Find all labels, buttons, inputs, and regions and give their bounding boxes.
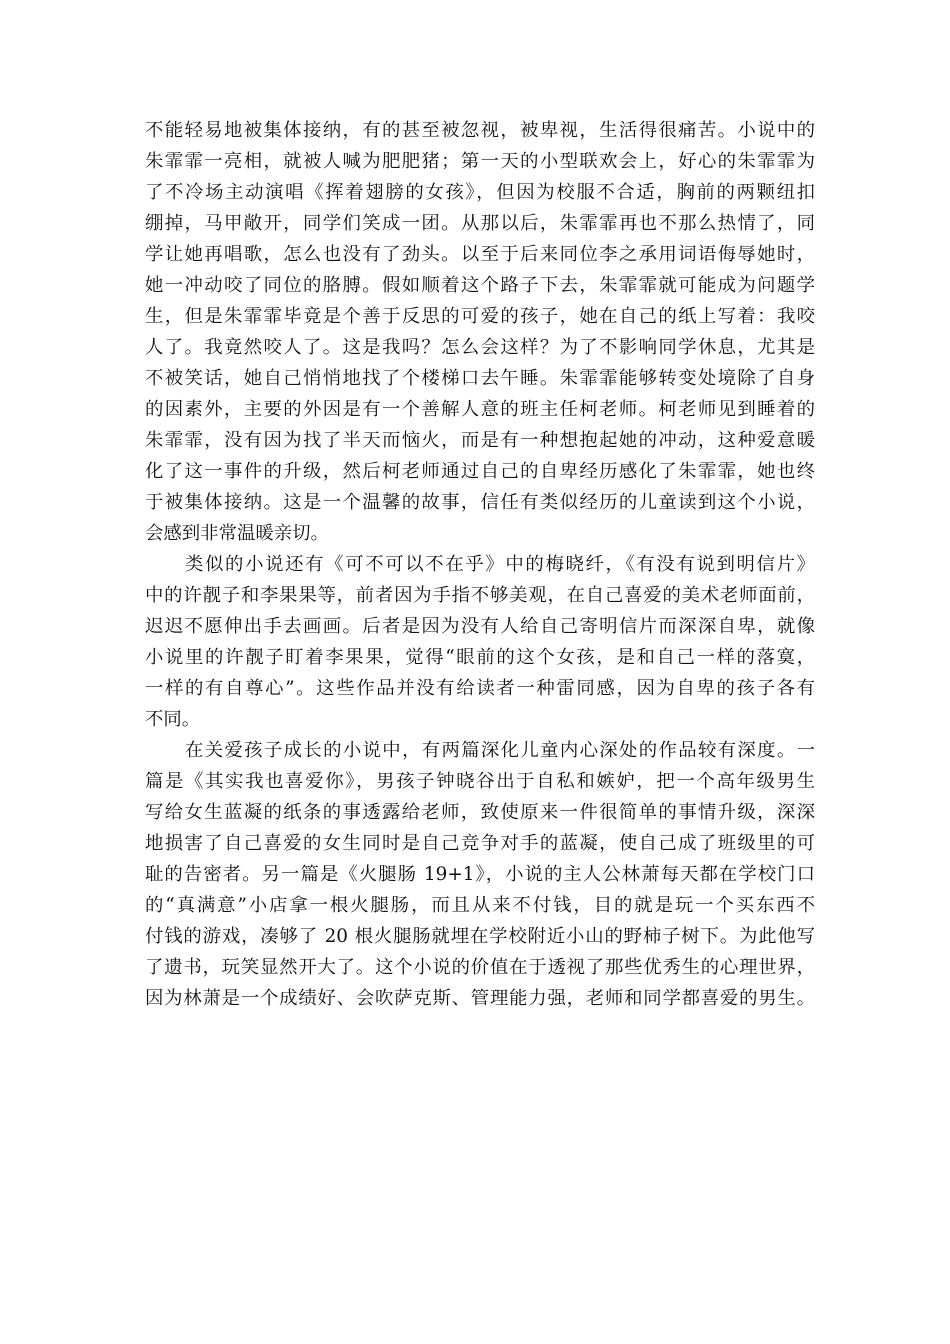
text-line: 了遗书，玩笑显然开大了。这个小说的价值在于透视了那些优秀生的心理世界， [145, 957, 815, 978]
paragraph-1 [145, 115, 815, 549]
text-line: 会感到非常温暖亲切。 [145, 523, 329, 544]
text-line: 迟迟不愿伸出手去画画。后者是因为没有人给自己寄明信片而深深自卑，就像 [145, 616, 815, 637]
text-line: 朱霏霏，没有因为找了半天而恼火，而是有一种想抱起她的冲动，这种爱意暖 [145, 430, 815, 451]
text-line: 耻的告密者。另一篇是《火腿肠 19+1》，小说的主人公林萧每天都在学校门口 [145, 864, 815, 885]
text-line: 的因素外，主要的外因是有一个善解人意的班主任柯老师。柯老师见到睡着的 [145, 399, 815, 420]
text-line: 不能轻易地被集体接纳，有的甚至被忽视，被卑视，生活得很痛苦。小说中的 [145, 120, 815, 141]
text-line: 不同。 [145, 709, 201, 730]
text-line: 她一冲动咬了同位的胳膊。假如顺着这个路子下去，朱霏霏就可能成为问题学 [145, 275, 815, 296]
text-line: 化了这一事件的升级，然后柯老师通过自己的自卑经历感化了朱霏霏，她也终 [145, 461, 815, 482]
paragraph-3 [145, 735, 815, 1014]
text-line: 生，但是朱霏霏毕竟是个善于反思的可爱的孩子，她在自己的纸上写着：我咬 [145, 306, 815, 327]
text-line: 人了。我竟然咬人了。这是我吗？怎么会这样？为了不影响同学休息，尤其是 [145, 337, 815, 358]
text-line: 付钱的游戏，凑够了 20 根火腿肠就埋在学校附近小山的野柿子树下。为此他写 [145, 926, 815, 947]
text-line: 类似的小说还有《可不可以不在乎》中的梅晓纤，《有没有说到明信片》 [185, 554, 815, 575]
text-line: 在关爱孩子成长的小说中，有两篇深化儿童内心深处的作品较有深度。一 [185, 740, 815, 761]
text-line: 了不冷场主动演唱《挥着翅膀的女孩》，但因为校服不合适，胸前的两颗纽扣 [145, 182, 815, 203]
text-line: 地损害了自己喜爱的女生同时是自己竞争对手的蓝凝，使自己成了班级里的可 [145, 833, 815, 854]
text-line: 因为林萧是一个成绩好、会吹萨克斯、管理能力强，老师和同学都喜爱的男生。 [145, 988, 815, 1009]
paragraph-2 [145, 549, 815, 735]
text-line: 中的许靓子和李果果等，前者因为手指不够美观，在自己喜爱的美术老师面前， [145, 585, 815, 606]
document-page [145, 115, 815, 1014]
text-line: 绷掉，马甲敞开，同学们笑成一团。从那以后，朱霏霏再也不那么热情了，同 [145, 213, 815, 234]
text-line: 的“真满意”小店拿一根火腿肠，而且从来不付钱，目的就是玩一个买东西不 [145, 895, 815, 916]
text-line: 朱霏霏一亮相，就被人喊为肥肥猪；第一天的小型联欢会上，好心的朱霏霏为 [145, 151, 815, 172]
text-line: 于被集体接纳。这是一个温馨的故事，信任有类似经历的儿童读到这个小说， [145, 492, 815, 513]
text-line: 小说里的许靓子盯着李果果，觉得“眼前的这个女孩，是和自己一样的落寞， [145, 647, 815, 668]
text-line: 篇是《其实我也喜爱你》，男孩子钟晓谷出于自私和嫉妒，把一个高年级男生 [145, 771, 815, 792]
text-line: 不被笑话，她自己悄悄地找了个楼梯口去午睡。朱霏霏能够转变处境除了自身 [145, 368, 815, 389]
text-line: 学让她再唱歌，怎么也没有了劲头。以至于后来同位李之承用词语侮辱她时， [145, 244, 815, 265]
text-line: 一样的有自尊心”。这些作品并没有给读者一种雷同感，因为自卑的孩子各有 [145, 678, 815, 699]
text-line: 写给女生蓝凝的纸条的事透露给老师，致使原来一件很简单的事情升级，深深 [145, 802, 815, 823]
